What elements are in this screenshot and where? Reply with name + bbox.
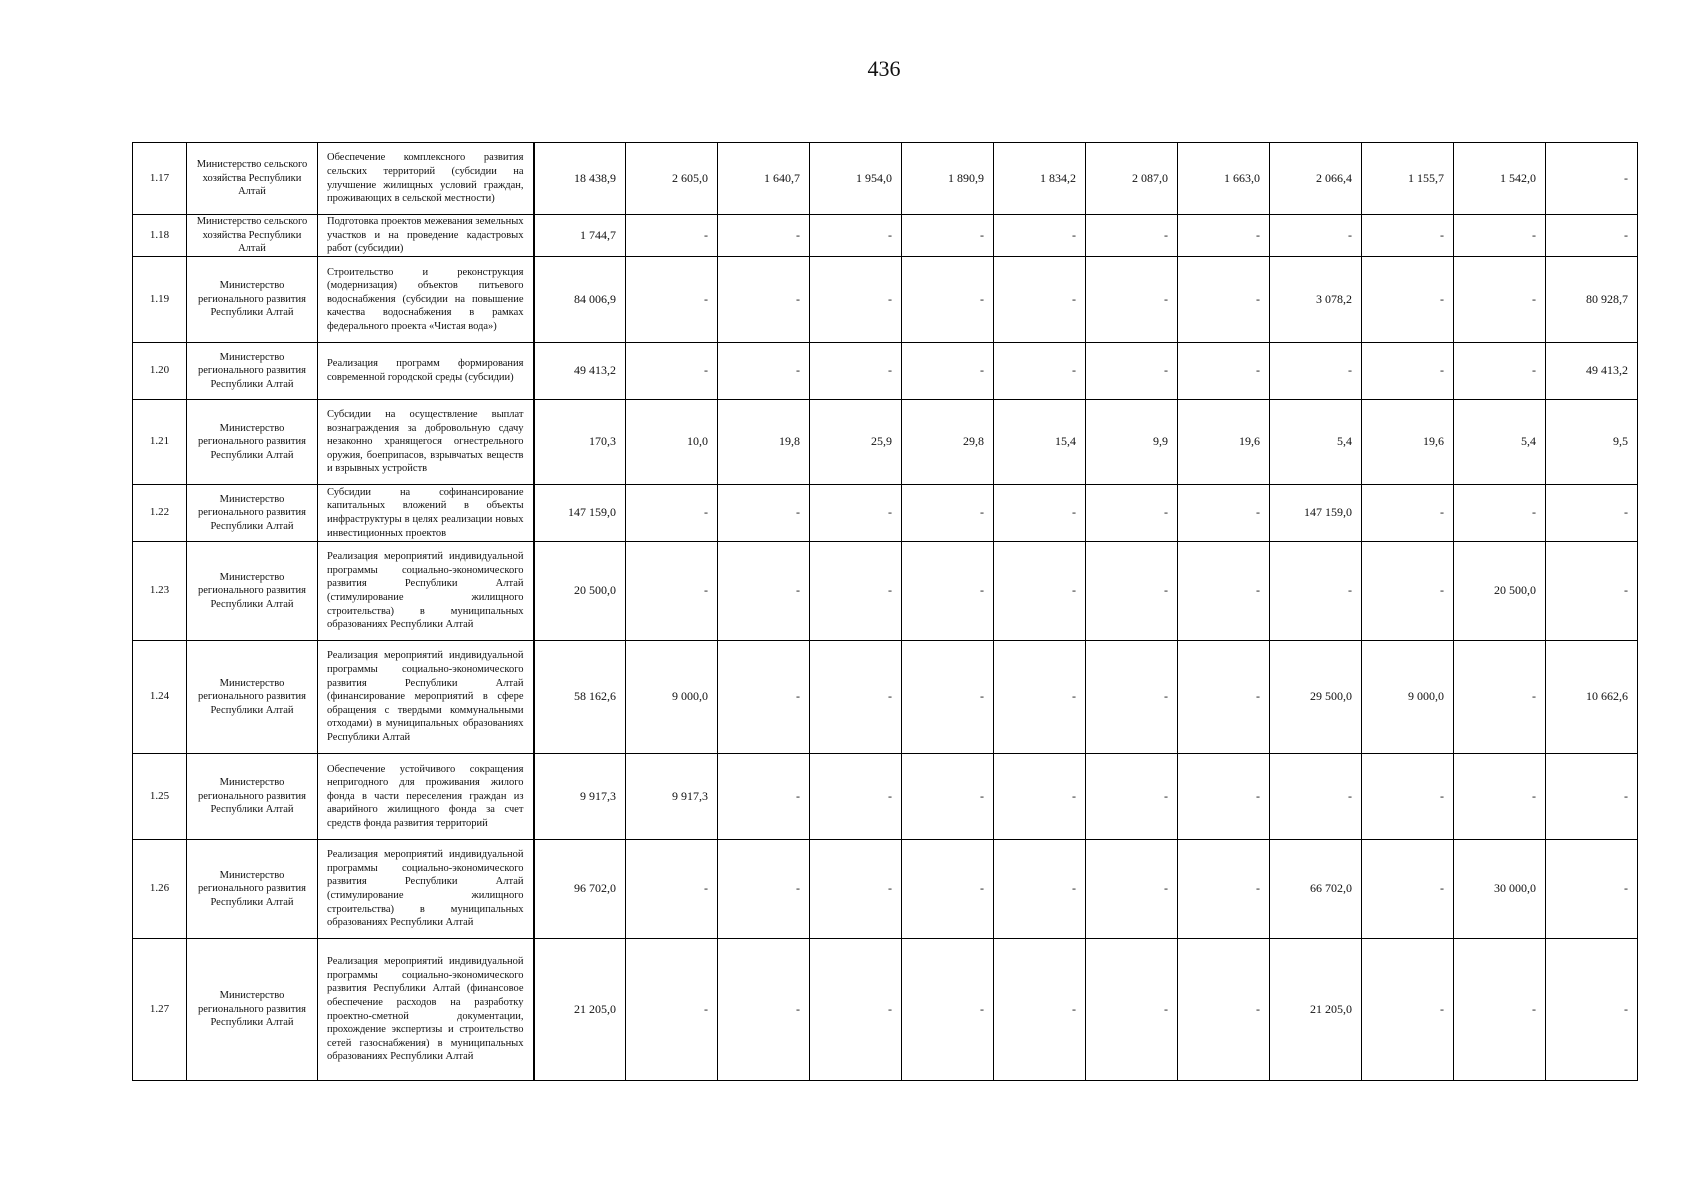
budget-table <box>132 142 1638 1081</box>
value-cell: - <box>1086 215 1178 257</box>
table-row <box>133 641 1638 754</box>
value-cell: 10 662,6 <box>1546 641 1638 754</box>
value-cell: - <box>1270 754 1362 840</box>
value-cell: 19,6 <box>1362 400 1454 485</box>
value-cell: - <box>1086 840 1178 939</box>
description-cell: Реализация мероприятий индивидуальной программы социально-экономического развития Республики Алтай (стимулирование жилищного строительства) в муниципальных образованиях Республики Алтай <box>318 542 534 641</box>
value-cell: 10,0 <box>626 400 718 485</box>
value-cell: - <box>1546 485 1638 542</box>
value-cell: - <box>718 754 810 840</box>
row-number-cell: 1.21 <box>133 400 187 485</box>
value-cell: - <box>1086 485 1178 542</box>
value-cell: - <box>626 542 718 641</box>
value-cell: - <box>1178 641 1270 754</box>
value-cell: - <box>1086 343 1178 400</box>
value-cell: - <box>810 485 902 542</box>
value-cell: - <box>1178 485 1270 542</box>
value-cell: - <box>1454 641 1546 754</box>
value-cell: 1 542,0 <box>1454 143 1546 215</box>
row-number-cell: 1.26 <box>133 840 187 939</box>
value-cell: - <box>626 939 718 1081</box>
value-cell: 21 205,0 <box>534 939 626 1081</box>
value-cell: - <box>718 485 810 542</box>
value-cell: - <box>718 641 810 754</box>
value-cell: 80 928,7 <box>1546 257 1638 343</box>
value-cell: - <box>902 343 994 400</box>
value-cell: - <box>718 939 810 1081</box>
value-cell: 21 205,0 <box>1270 939 1362 1081</box>
description-cell: Подготовка проектов межевания земельных участков и на проведение кадастровых работ (субсидии) <box>318 215 534 257</box>
value-cell: 1 744,7 <box>534 215 626 257</box>
value-cell: - <box>994 257 1086 343</box>
value-cell: - <box>1086 257 1178 343</box>
value-cell: 5,4 <box>1270 400 1362 485</box>
value-cell: 18 438,9 <box>534 143 626 215</box>
value-cell: 3 078,2 <box>1270 257 1362 343</box>
organization-cell: Министерство регионального развития Республики Алтай <box>187 542 318 641</box>
value-cell: - <box>1178 215 1270 257</box>
row-number-cell: 1.27 <box>133 939 187 1081</box>
value-cell: - <box>1546 215 1638 257</box>
value-cell: 1 663,0 <box>1178 143 1270 215</box>
value-cell: - <box>810 754 902 840</box>
value-cell: 30 000,0 <box>1454 840 1546 939</box>
value-cell: 2 087,0 <box>1086 143 1178 215</box>
value-cell: 20 500,0 <box>1454 542 1546 641</box>
value-cell: - <box>1546 939 1638 1081</box>
value-cell: - <box>626 257 718 343</box>
organization-cell: Министерство регионального развития Республики Алтай <box>187 840 318 939</box>
table-row <box>133 257 1638 343</box>
value-cell: - <box>810 215 902 257</box>
value-cell: - <box>902 754 994 840</box>
organization-cell: Министерство регионального развития Республики Алтай <box>187 939 318 1081</box>
value-cell: - <box>626 840 718 939</box>
organization-cell: Министерство сельского хозяйства Республики Алтай <box>187 143 318 215</box>
description-cell: Строительство и реконструкция (модернизация) объектов питьевого водоснабжения (субсидии на повышение качества водоснабжения в рамках федерального проекта «Чистая вода») <box>318 257 534 343</box>
value-cell: - <box>718 542 810 641</box>
table-row <box>133 939 1638 1081</box>
value-cell: 84 006,9 <box>534 257 626 343</box>
value-cell: 1 954,0 <box>810 143 902 215</box>
value-cell: - <box>1178 257 1270 343</box>
page-number: 436 <box>867 56 901 81</box>
value-cell: - <box>902 257 994 343</box>
value-cell: - <box>718 215 810 257</box>
value-cell: - <box>902 215 994 257</box>
value-cell: 19,8 <box>718 400 810 485</box>
value-cell: - <box>1086 542 1178 641</box>
description-cell: Субсидии на осуществление выплат вознаграждения за добровольную сдачу незаконно хранящегося огнестрельного оружия, боеприпасов, взрывчатых веществ и взрывных устройств <box>318 400 534 485</box>
value-cell: - <box>1362 343 1454 400</box>
description-cell: Реализация мероприятий индивидуальной программы социально-экономического развития Республики Алтай (финансирование мероприятий в сфере обращения с твердыми коммунальными отходами) в муниципальных образованиях Республики Алтай <box>318 641 534 754</box>
row-number-cell: 1.23 <box>133 542 187 641</box>
value-cell: - <box>1362 939 1454 1081</box>
value-cell: - <box>626 215 718 257</box>
value-cell: - <box>1362 840 1454 939</box>
row-number-cell: 1.22 <box>133 485 187 542</box>
value-cell: 9 917,3 <box>534 754 626 840</box>
table-row <box>133 542 1638 641</box>
value-cell: - <box>1178 939 1270 1081</box>
value-cell: 9 000,0 <box>1362 641 1454 754</box>
value-cell: - <box>810 939 902 1081</box>
value-cell: - <box>626 343 718 400</box>
row-number-cell: 1.18 <box>133 215 187 257</box>
row-number-cell: 1.17 <box>133 143 187 215</box>
value-cell: 29,8 <box>902 400 994 485</box>
value-cell: - <box>902 939 994 1081</box>
value-cell: 5,4 <box>1454 400 1546 485</box>
value-cell: 29 500,0 <box>1270 641 1362 754</box>
value-cell: 66 702,0 <box>1270 840 1362 939</box>
table-row <box>133 143 1638 215</box>
row-number-cell: 1.25 <box>133 754 187 840</box>
table-row <box>133 840 1638 939</box>
value-cell: - <box>718 343 810 400</box>
value-cell: 9,5 <box>1546 400 1638 485</box>
value-cell: 2 605,0 <box>626 143 718 215</box>
description-cell: Реализация программ формирования современной городской среды (субсидии) <box>318 343 534 400</box>
value-cell: 49 413,2 <box>1546 343 1638 400</box>
value-cell: - <box>1454 754 1546 840</box>
table-row <box>133 485 1638 542</box>
value-cell: - <box>810 641 902 754</box>
value-cell: 19,6 <box>1178 400 1270 485</box>
description-cell: Субсидии на софинансирование капитальных вложений в объекты инфраструктуры в целях реализации новых инвестиционных проектов <box>318 485 534 542</box>
value-cell: 9,9 <box>1086 400 1178 485</box>
value-cell: - <box>1086 939 1178 1081</box>
table-row <box>133 215 1638 257</box>
description-cell: Обеспечение устойчивого сокращения непригодного для проживания жилого фонда в части переселения граждан из аварийного жилищного фонда за счет средств фонда развития территорий <box>318 754 534 840</box>
value-cell: - <box>1362 542 1454 641</box>
value-cell: - <box>994 840 1086 939</box>
value-cell: 170,3 <box>534 400 626 485</box>
value-cell: - <box>810 343 902 400</box>
value-cell: - <box>718 257 810 343</box>
value-cell: - <box>1362 754 1454 840</box>
organization-cell: Министерство сельского хозяйства Республики Алтай <box>187 215 318 257</box>
value-cell: 25,9 <box>810 400 902 485</box>
value-cell: - <box>1546 840 1638 939</box>
value-cell: - <box>994 343 1086 400</box>
value-cell: - <box>1546 542 1638 641</box>
value-cell: - <box>902 485 994 542</box>
value-cell: - <box>1086 754 1178 840</box>
organization-cell: Министерство регионального развития Республики Алтай <box>187 641 318 754</box>
value-cell: 20 500,0 <box>534 542 626 641</box>
value-cell: 58 162,6 <box>534 641 626 754</box>
organization-cell: Министерство регионального развития Республики Алтай <box>187 400 318 485</box>
value-cell: - <box>1178 754 1270 840</box>
organization-cell: Министерство регионального развития Республики Алтай <box>187 257 318 343</box>
value-cell: - <box>810 257 902 343</box>
value-cell: 15,4 <box>994 400 1086 485</box>
value-cell: 49 413,2 <box>534 343 626 400</box>
value-cell: - <box>994 215 1086 257</box>
value-cell: - <box>1362 215 1454 257</box>
value-cell: - <box>1454 485 1546 542</box>
value-cell: - <box>1178 343 1270 400</box>
row-number-cell: 1.19 <box>133 257 187 343</box>
value-cell: - <box>1454 939 1546 1081</box>
value-cell: - <box>1454 343 1546 400</box>
value-cell: - <box>1270 343 1362 400</box>
value-cell: - <box>1362 485 1454 542</box>
value-cell: - <box>1454 215 1546 257</box>
value-cell: - <box>994 542 1086 641</box>
value-cell: 96 702,0 <box>534 840 626 939</box>
value-cell: - <box>626 485 718 542</box>
value-cell: 2 066,4 <box>1270 143 1362 215</box>
value-cell: - <box>1178 542 1270 641</box>
description-cell: Обеспечение комплексного развития сельских территорий (субсидии на улучшение жилищных условий граждан, проживающих в сельской местности) <box>318 143 534 215</box>
value-cell: 147 159,0 <box>534 485 626 542</box>
value-cell: 9 000,0 <box>626 641 718 754</box>
value-cell: - <box>1270 542 1362 641</box>
value-cell: 1 155,7 <box>1362 143 1454 215</box>
value-cell: - <box>902 542 994 641</box>
table-row <box>133 400 1638 485</box>
value-cell: 1 890,9 <box>902 143 994 215</box>
value-cell: - <box>1270 215 1362 257</box>
value-cell: - <box>810 542 902 641</box>
value-cell: - <box>810 840 902 939</box>
value-cell: - <box>718 840 810 939</box>
value-cell: - <box>994 754 1086 840</box>
value-cell: - <box>994 641 1086 754</box>
value-cell: - <box>902 840 994 939</box>
row-number-cell: 1.24 <box>133 641 187 754</box>
organization-cell: Министерство регионального развития Республики Алтай <box>187 343 318 400</box>
value-cell: - <box>1546 143 1638 215</box>
value-cell: 9 917,3 <box>626 754 718 840</box>
row-number-cell: 1.20 <box>133 343 187 400</box>
value-cell: 1 640,7 <box>718 143 810 215</box>
description-cell: Реализация мероприятий индивидуальной программы социально-экономического развития Республики Алтай (стимулирование жилищного строительства) в муниципальных образованиях Республики Алтай <box>318 840 534 939</box>
table-row <box>133 754 1638 840</box>
table-row <box>133 343 1638 400</box>
organization-cell: Министерство регионального развития Республики Алтай <box>187 485 318 542</box>
value-cell: 147 159,0 <box>1270 485 1362 542</box>
value-cell: - <box>994 939 1086 1081</box>
description-cell: Реализация мероприятий индивидуальной программы социально-экономического развития Республики Алтай (финансовое обеспечение расходов на разработку проектно-сметной документации, прохождение экспертизы и строительство сетей газоснабжения) в муниципальных образованиях Республики Алтай <box>318 939 534 1081</box>
value-cell: 1 834,2 <box>994 143 1086 215</box>
value-cell: - <box>902 641 994 754</box>
organization-cell: Министерство регионального развития Республики Алтай <box>187 754 318 840</box>
value-cell: - <box>1178 840 1270 939</box>
value-cell: - <box>1362 257 1454 343</box>
value-cell: - <box>1546 754 1638 840</box>
value-cell: - <box>1454 257 1546 343</box>
value-cell: - <box>1086 641 1178 754</box>
value-cell: - <box>994 485 1086 542</box>
